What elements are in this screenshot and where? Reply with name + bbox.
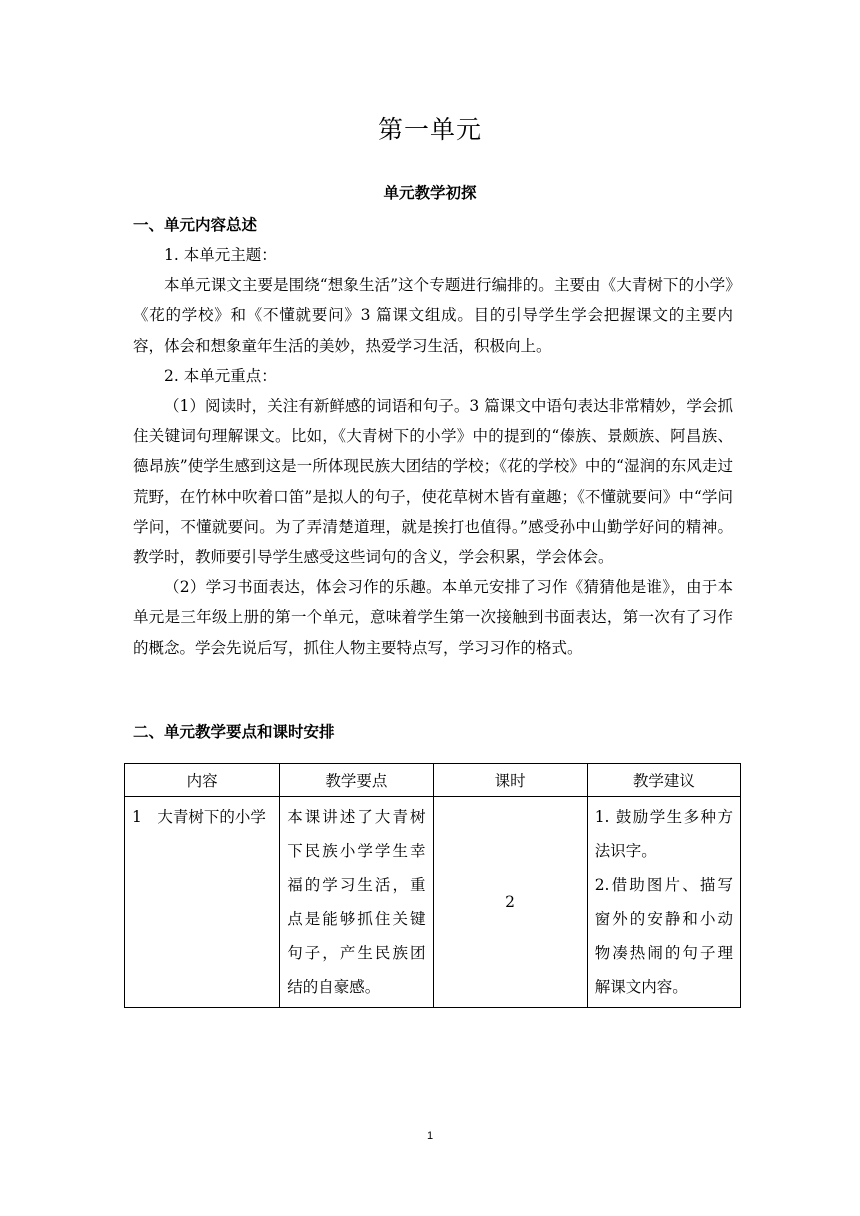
page-subtitle: 单元教学初探 [383,183,477,202]
focus-label: 2. 本单元重点： [164,366,277,385]
table-header-hours: 课时 [433,764,587,797]
cell-suggestions [587,797,740,1008]
section-heading-1: 一、单元内容总述 [133,215,258,234]
table-header-row [125,764,741,797]
section1-body [133,240,733,663]
table-header-content: 内容 [125,764,280,797]
theme-paragraph: 本单元课文主要是围绕“想象生活”这个专题进行编排的。主要由《大青树下的小学》《花的学校》和《不懂就要问》3 篇课文组成。目的引导学生学会把握课文的主要内容，体会和想象童年生活的美妙，热爱学习生活，积极向上。 [133,276,733,355]
table-row [125,797,741,1008]
page-number: 1 [426,1130,434,1142]
suggestion-1: 1. 鼓励学生多种方法识字。 [594,808,733,860]
focus-paragraph-2: （2）学习书面表达，体会习作的乐趣。本单元安排了习作《猜猜他是谁》，由于本单元是三年级上册的第一个单元，意味着学生第一次接触到书面表达，第一次有了习作的概念。学会先说后写，抓住人物主要特点写，学习习作的格式。 [133,578,733,657]
cell-points: 本课讲述了大青树下民族小学学生幸福的学习生活，重点是能够抓住关键句子，产生民族团结的自豪感。 [280,797,433,1008]
suggestion-2: 2.借助图片、描写窗外的安静和小动物凑热闹的句子理解课文内容。 [594,876,733,996]
theme-label: 1. 本单元主题： [164,246,277,264]
table-header-suggestions: 教学建议 [587,764,740,797]
teaching-plan-table [124,763,741,1008]
cell-content: 1 大青树下的小学 [125,797,280,1008]
page-title: 第一单元 [377,115,482,144]
focus-paragraph-1: （1）阅读时，关注有新鲜感的词语和句子。3 篇课文中语句表达非常精妙，学会抓住关键词句理解课文。比如，《大青树下的小学》中的提到的“傣族、景颇族、阿昌族、德昂族”使学生感到这是一所体现民族大团结的学校；《花的学校》中的“湿润的东风走过荒野，在竹林中吹着口笛”是拟人的句子，使花草树木皆有童趣；《不懂就要问》中“学问学问，不懂就要问。为了弄清楚道理，就是挨打也值得。”感受孙中山勤学好问的精神。教学时，教师要引导学生感受这些词句的含义，学会积累，学会体会。 [133,397,733,567]
cell-hours: 2 [433,797,587,1008]
table-header-points: 教学要点 [280,764,433,797]
section-heading-2: 二、单元教学要点和课时安排 [133,722,335,741]
